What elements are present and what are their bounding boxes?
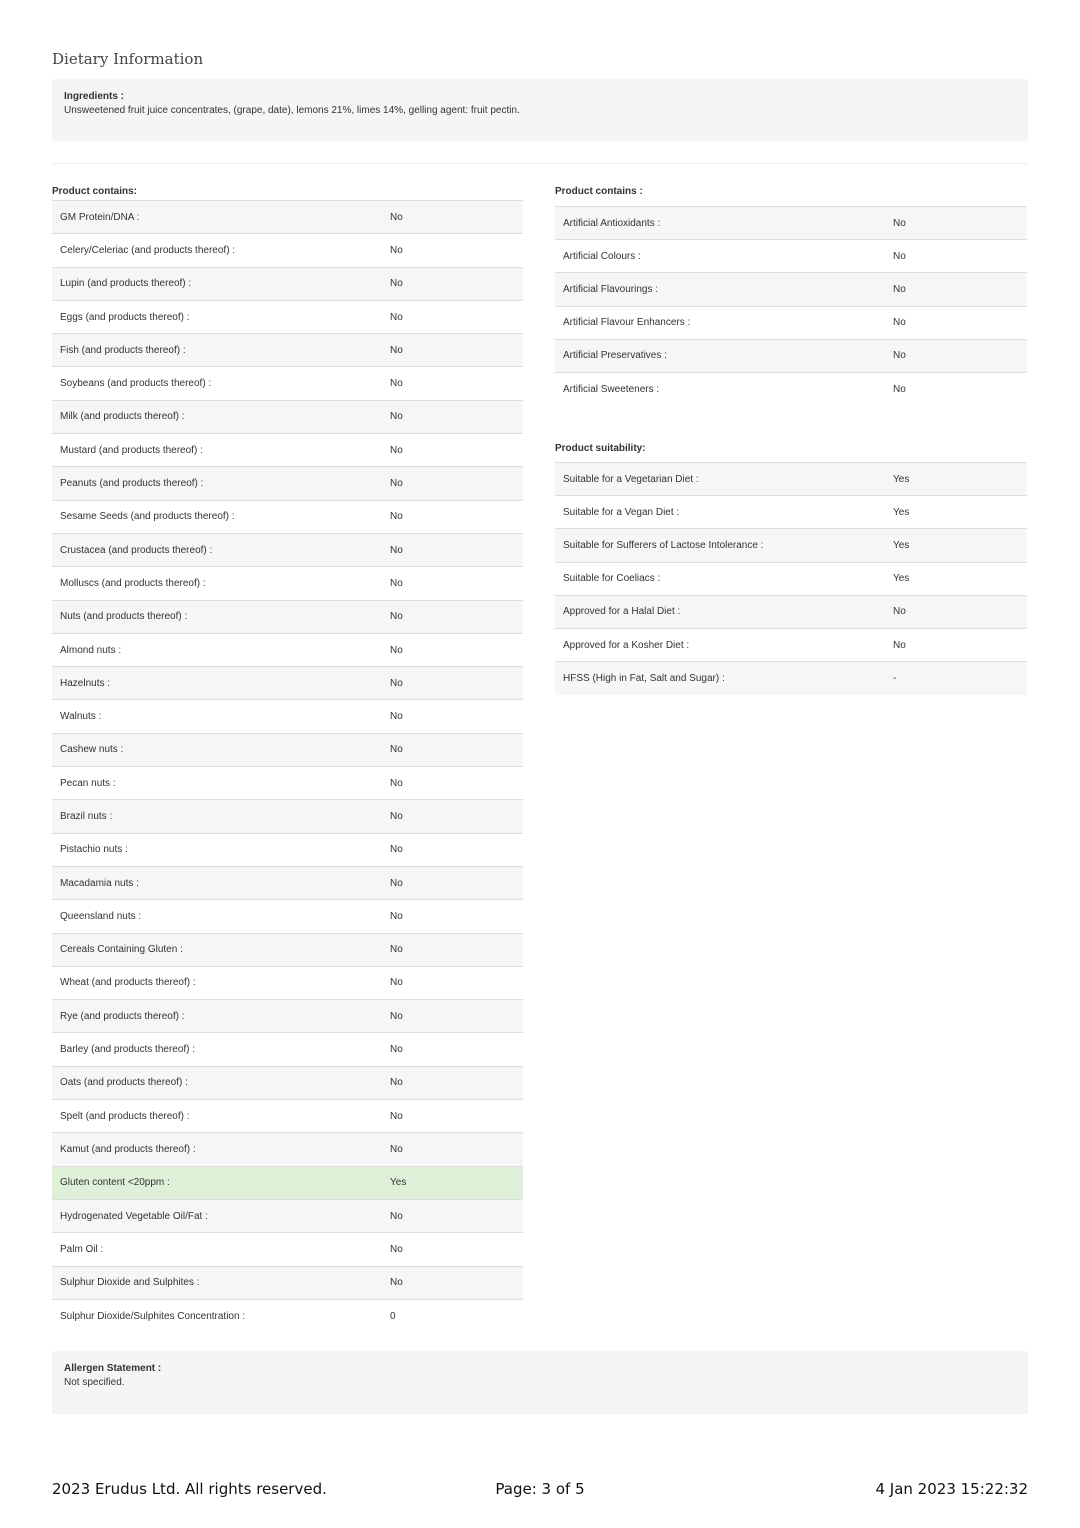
table-row (555, 529, 1027, 562)
row-value: No (390, 211, 403, 223)
row-label: Palm Oil : (60, 1243, 104, 1255)
table-row (52, 1066, 523, 1099)
row-value: No (893, 350, 906, 362)
allergen-text: Not specified. (64, 1377, 125, 1388)
table-row (52, 300, 523, 333)
row-label: Artificial Flavourings : (563, 283, 659, 295)
row-label: Soybeans (and products thereof) : (60, 378, 212, 390)
row-label: Molluscs (and products thereof) : (60, 577, 206, 589)
row-label: Nuts (and products thereof) : (60, 611, 188, 623)
table-row (52, 1000, 523, 1033)
row-label: GM Protein/DNA : (60, 211, 140, 223)
table-row (52, 933, 523, 966)
row-label: Pistachio nuts : (60, 844, 128, 856)
row-value: No (390, 910, 403, 922)
row-label: Artificial Sweeteners : (563, 383, 660, 395)
row-value: No (390, 1210, 403, 1222)
row-value: No (390, 611, 403, 623)
table-row (52, 567, 523, 600)
row-label: Brazil nuts : (60, 810, 113, 822)
table-row (52, 1133, 523, 1166)
table-row (52, 1033, 523, 1066)
row-value: No (893, 250, 906, 262)
footer-timestamp: 4 Jan 2023 15:22:32 (875, 1480, 1028, 1498)
row-value: No (893, 283, 906, 295)
row-label: Macadamia nuts : (60, 877, 139, 889)
table-row (52, 866, 523, 899)
row-value: No (390, 278, 403, 290)
table-row (52, 1266, 523, 1299)
row-value: No (390, 1077, 403, 1089)
table-row (52, 1100, 523, 1133)
row-value: Yes (893, 539, 910, 551)
table-row (52, 800, 523, 833)
row-value: No (893, 639, 906, 651)
ingredients-label: Ingredients : (64, 91, 125, 102)
table-row (555, 595, 1027, 628)
row-label: Celery/Celeriac (and products thereof) : (60, 244, 236, 256)
table-row (555, 240, 1027, 273)
table-row (52, 700, 523, 733)
table-row (52, 201, 523, 234)
table-row (52, 367, 523, 400)
row-label: Queensland nuts : (60, 910, 142, 922)
table-row (52, 467, 523, 500)
ingredients-panel (52, 79, 1028, 141)
row-label: Sulphur Dioxide and Sulphites : (60, 1277, 200, 1289)
row-label: Suitable for Coeliacs : (563, 573, 661, 585)
table-row (52, 667, 523, 700)
table-row (52, 1166, 523, 1199)
row-label: Pecan nuts : (60, 777, 116, 789)
row-label: Kamut (and products thereof) : (60, 1143, 196, 1155)
table-row (52, 966, 523, 999)
row-label: Rye (and products thereof) : (60, 1010, 185, 1022)
row-label: Peanuts (and products thereof) : (60, 478, 204, 490)
row-value: No (390, 1110, 403, 1122)
row-value: 0 (390, 1310, 396, 1322)
row-value: No (390, 577, 403, 589)
row-value: No (390, 344, 403, 356)
row-value: No (390, 711, 403, 723)
row-value: No (390, 1143, 403, 1155)
row-label: Approved for a Halal Diet : (563, 606, 681, 618)
table-row (52, 533, 523, 566)
row-label: Almond nuts : (60, 644, 122, 656)
row-label: HFSS (High in Fat, Salt and Sugar) : (563, 672, 725, 684)
allergen-label: Allergen Statement : (64, 1363, 162, 1374)
row-label: Crustacea (and products thereof) : (60, 544, 213, 556)
row-label: Barley (and products thereof) : (60, 1044, 196, 1056)
row-label: Hazelnuts : (60, 677, 111, 689)
table-row (52, 334, 523, 367)
row-value: No (390, 877, 403, 889)
table-row (52, 434, 523, 467)
row-label: Cashew nuts : (60, 744, 124, 756)
row-value: No (390, 244, 403, 256)
row-label: Suitable for a Vegetarian Diet : (563, 473, 699, 485)
row-label: Wheat (and products thereof) : (60, 977, 196, 989)
table-row (52, 500, 523, 533)
table-row (52, 900, 523, 933)
row-value: No (390, 511, 403, 523)
row-label: Artificial Preservatives : (563, 350, 667, 362)
table-row (52, 733, 523, 766)
product-contains-left-table (52, 200, 523, 1333)
table-row (52, 767, 523, 800)
row-label: Sulphur Dioxide/Sulphites Concentration : (60, 1310, 246, 1322)
row-value: No (390, 977, 403, 989)
row-value: No (390, 1010, 403, 1022)
row-label: Suitable for a Vegan Diet : (563, 506, 680, 518)
row-label: Cereals Containing Gluten : (60, 944, 183, 956)
row-value: No (390, 677, 403, 689)
row-label: Artificial Flavour Enhancers : (563, 317, 691, 329)
row-label: Hydrogenated Vegetable Oil/Fat : (60, 1210, 208, 1222)
product-contains-right-title: Product contains : (555, 186, 643, 197)
row-label: Fish (and products thereof) : (60, 344, 186, 356)
page-title: Dietary Information (52, 50, 204, 68)
ingredients-text: Unsweetened fruit juice concentrates, (grape, date), lemons 21%, limes 14%, gelling agent: fruit pectin. (64, 105, 520, 116)
row-value: No (390, 744, 403, 756)
table-row (555, 306, 1027, 339)
row-label: Milk (and products thereof) : (60, 411, 185, 423)
table-row (52, 1233, 523, 1266)
row-label: Oats (and products thereof) : (60, 1077, 188, 1089)
table-row (555, 496, 1027, 529)
row-label: Artificial Colours : (563, 250, 641, 262)
table-row (52, 600, 523, 633)
section-divider (52, 163, 1028, 164)
row-label: Sesame Seeds (and products thereof) : (60, 511, 235, 523)
row-value: No (390, 944, 403, 956)
row-value: No (893, 606, 906, 618)
row-value: No (390, 544, 403, 556)
row-label: Artificial Antioxidants : (563, 217, 661, 229)
row-value: No (390, 411, 403, 423)
row-label: Approved for a Kosher Diet : (563, 639, 690, 651)
table-row (52, 1199, 523, 1232)
product-contains-left-title: Product contains: (52, 186, 138, 197)
table-row (555, 207, 1027, 240)
row-value: Yes (893, 473, 910, 485)
row-value: No (390, 777, 403, 789)
product-suitability-table (555, 462, 1027, 695)
row-label: Lupin (and products thereof) : (60, 278, 192, 290)
product-contains-right-table (555, 206, 1027, 406)
row-value: No (390, 378, 403, 390)
row-value: Yes (893, 573, 910, 585)
row-value: Yes (893, 506, 910, 518)
row-label: Spelt (and products thereof) : (60, 1110, 190, 1122)
row-label: Mustard (and products thereof) : (60, 444, 203, 456)
table-row (52, 1299, 523, 1332)
row-value: No (390, 810, 403, 822)
row-value: No (893, 317, 906, 329)
table-row (52, 267, 523, 300)
row-label: Eggs (and products thereof) : (60, 311, 190, 323)
table-row (555, 339, 1027, 372)
table-row (52, 833, 523, 866)
footer-copyright: 2023 Erudus Ltd. All rights reserved. (52, 1480, 327, 1498)
row-value: Yes (390, 1177, 407, 1189)
product-suitability-title: Product suitability: (555, 443, 646, 454)
table-row (555, 562, 1027, 595)
row-value: No (390, 478, 403, 490)
allergen-panel (52, 1351, 1028, 1414)
row-value: No (390, 844, 403, 856)
row-value: No (390, 1277, 403, 1289)
row-label: Walnuts : (60, 711, 102, 723)
row-value: No (390, 1243, 403, 1255)
table-row (555, 628, 1027, 661)
row-label: Gluten content <20ppm : (60, 1177, 170, 1189)
table-row (555, 372, 1027, 405)
table-row (555, 463, 1027, 496)
footer-page-number: Page: 3 of 5 (495, 1480, 585, 1498)
row-value: No (893, 217, 906, 229)
table-row (52, 234, 523, 267)
row-value: No (390, 644, 403, 656)
table-row (52, 400, 523, 433)
row-value: No (390, 1044, 403, 1056)
row-label: Suitable for Sufferers of Lactose Intolerance : (563, 539, 764, 551)
table-row (555, 662, 1027, 695)
table-row (555, 273, 1027, 306)
row-value: No (390, 311, 403, 323)
table-row (52, 633, 523, 666)
row-value: No (893, 383, 906, 395)
row-value: No (390, 444, 403, 456)
row-value: - (893, 672, 897, 684)
